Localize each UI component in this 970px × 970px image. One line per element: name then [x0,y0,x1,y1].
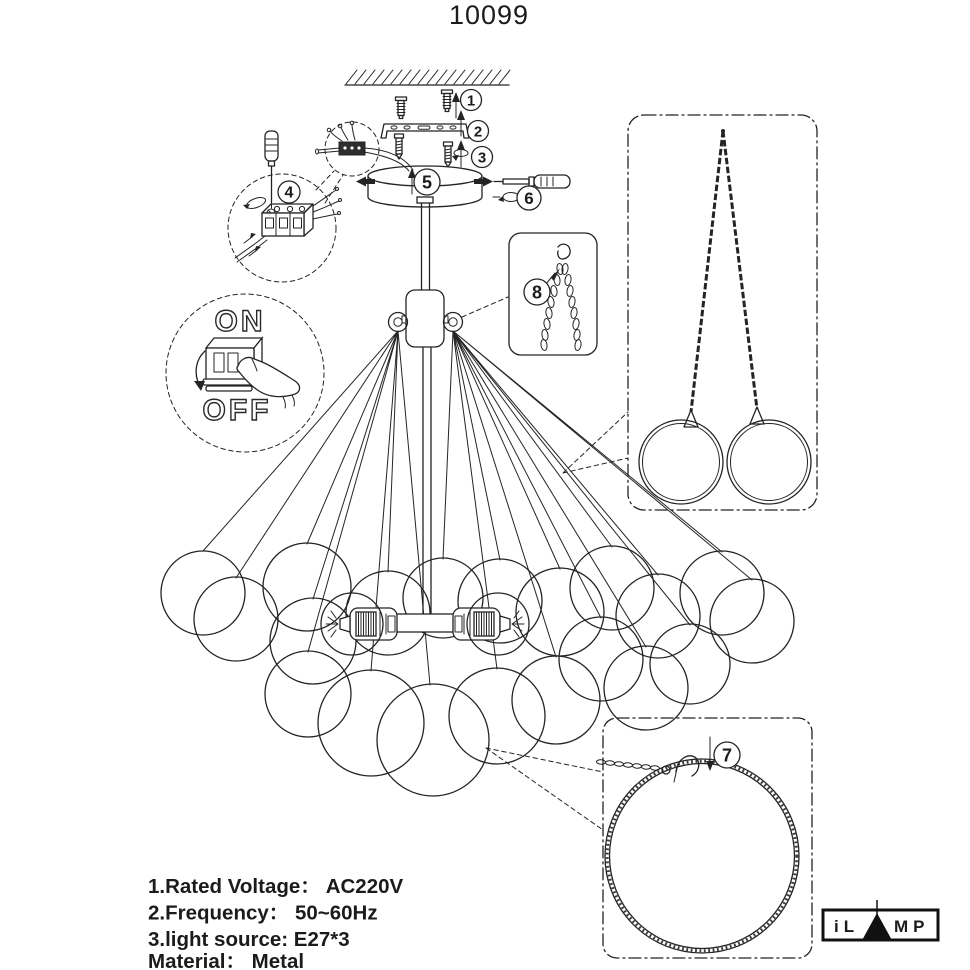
step-number-1: 1 [466,92,476,110]
step-number-2: 2 [473,123,483,141]
chain-icon [723,131,757,409]
hub-assembly [389,290,463,613]
stem-rod [422,203,430,290]
switch-off-label: OFF [202,394,272,427]
globe [265,651,351,737]
globe [377,684,489,796]
brand-logo [823,900,938,940]
stem-collar [417,197,433,203]
screwdriver-icon [503,179,529,184]
step-4-terminal-detail [228,131,342,282]
step-2-mounting-bracket [381,110,489,142]
detail-box [603,718,812,958]
spec-line-1: 1.Rated Voltage： AC220V [148,875,404,898]
chain-icon [691,131,723,412]
canopy-assembly [356,166,493,290]
step-number-8: 8 [531,282,543,303]
spec-line-2: 2.Frequency： 50~60Hz [148,901,378,925]
step-number-3: 3 [477,149,487,167]
globe [318,670,424,776]
lamp-bar [321,593,529,655]
pendant-ring [727,420,811,504]
filament-rays-icon [512,611,524,637]
chain-icon [540,263,582,351]
globe-cluster [161,543,794,796]
wall-anchor-icon [396,97,407,119]
right-bolt-arrow-icon [483,177,493,187]
power-switch-detail [166,294,324,452]
step-7-ring-detail [486,718,812,958]
logo-text-left: iL [834,917,860,936]
logo-text-right: MP [894,917,930,936]
filament-rays-icon [326,611,338,637]
detail-box [509,233,597,355]
globe [650,624,730,704]
string-hub [406,290,444,347]
globe [516,568,604,656]
step-8-chain-detail [462,233,597,355]
switch-on-label: ON [214,305,266,338]
ceiling-hatch [345,70,510,85]
step-1-wall-anchors [396,90,482,119]
globe [570,546,654,630]
rotate-arrow-icon [245,195,267,210]
bar [395,614,455,632]
step-number-4: 4 [284,184,294,202]
hub-ring [444,313,463,332]
globe [270,598,356,684]
step-number-7: 7 [721,745,733,766]
spec-text [148,875,404,970]
hook-icon [558,244,570,259]
down-arrow-icon [706,761,714,771]
pendant-ring [639,420,723,504]
step-number-6: 6 [524,189,534,208]
chain-icon [596,759,659,770]
step-6-screwdriver [493,175,570,210]
spec-line-3: 3.light source: E27*3 [148,928,350,951]
globe [449,668,545,764]
globe [710,579,794,663]
page-title: 10099 [448,0,530,30]
supply-cable [318,148,340,153]
up-arrow-icon [457,140,465,150]
hanging-rings-detail [563,115,817,510]
spec-line-4: Material： Metal [148,950,305,970]
up-arrow-icon [452,92,460,102]
globe [512,656,600,744]
up-arrow-icon [457,110,465,120]
center-rod [423,347,431,613]
power-switch-icon [206,338,262,348]
step-number-5: 5 [421,172,433,193]
left-bolt-arrow-icon [356,177,366,187]
screwdriver-icon [265,131,278,161]
hub-ring [389,313,408,332]
wires [313,190,339,219]
detail-box [628,115,817,510]
wall-anchor-icon [442,90,453,112]
supply-cable [235,236,267,262]
screw-icon [444,142,453,167]
